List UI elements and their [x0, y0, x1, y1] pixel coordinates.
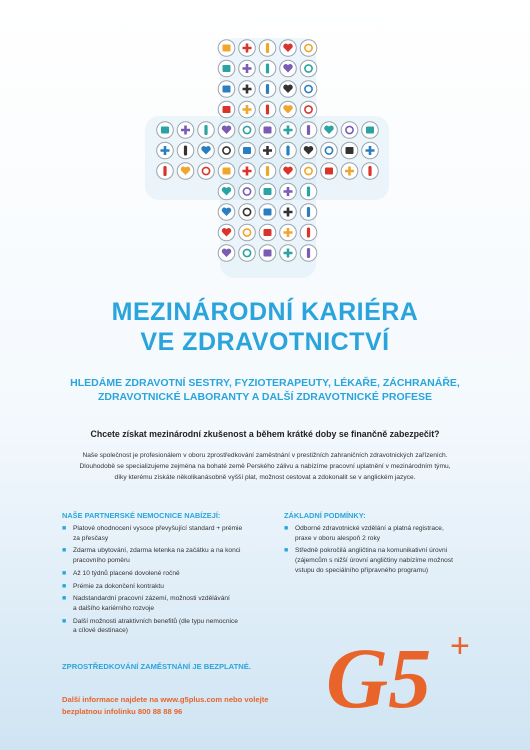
intro-paragraph: [50, 450, 480, 483]
syringe-icon: [321, 142, 338, 159]
subtitle-line1: HLEDÁME ZDRAVOTNÍ SESTRY, FYZIOTERAPEUTY, LÉKAŘE, ZÁCHRANÁŘE,: [70, 377, 460, 389]
subtitle-line2: ZDRAVOTNICKÉ LABORANTY A DALŠÍ ZDRAVOTNICKÉ PROFESE: [97, 391, 433, 403]
ambulance-icon: [218, 142, 235, 159]
list-item: ■ Další možnosti atraktivních benefitů (dle typu nemocnice a cílové destinace): [62, 617, 238, 635]
thermometer-icon: [259, 101, 276, 118]
blood-drop-icon: [198, 163, 215, 180]
first-aid-kit-icon: [300, 40, 317, 57]
pill-bottle-icon: [300, 163, 317, 180]
syringe-icon: [218, 183, 235, 200]
heart-rate-icon: [321, 163, 338, 180]
icon-grid: [0, 0, 530, 290]
wheelchair-icon: [218, 122, 235, 139]
thermometer-icon: [280, 40, 297, 57]
bullet-icon: ■: [62, 525, 67, 532]
stethoscope-icon: [218, 60, 235, 77]
pill-bottle-icon: [259, 60, 276, 77]
thermometer-icon: [157, 142, 174, 159]
list-item: ■ Prémie za dokončení kontraktu: [62, 582, 164, 590]
heart-rate-icon: [198, 122, 215, 139]
blood-drop-icon: [300, 245, 317, 262]
stethoscope-icon: [259, 163, 276, 180]
thermometer-icon: [239, 204, 256, 221]
clipboard-icon: [259, 81, 276, 98]
test-tube-icon: [259, 245, 276, 262]
stethoscope-icon: [280, 204, 297, 221]
microscope-icon: [239, 40, 256, 57]
bullet-icon: ■: [62, 547, 67, 555]
wheelchair-icon: [341, 163, 358, 180]
microscope-icon: [280, 245, 297, 262]
medical-bag-icon: [300, 122, 317, 139]
ambulance-icon: [280, 163, 297, 180]
syringe-icon: [300, 224, 317, 241]
list-item: ■ Odborné zdravotnické vzdělání a platná registrace, praxe v oboru alespoň 2 roky: [284, 525, 444, 542]
list-item: ■ Platové ohodnocení vysoce převyšující standard + prémie za přesčasy: [62, 525, 243, 542]
microscope-icon: [218, 101, 235, 118]
first-aid-kit-icon: [280, 101, 297, 118]
intro-line: Dlouhodobě se specializujeme zejména na bohaté země Perského zálivu a nabízíme pracovní uplatnění v mezinárodním týmu,: [79, 463, 451, 470]
test-tube-icon: [300, 81, 317, 98]
bullet-icon: ■: [62, 617, 67, 625]
list-item: ■ Až 10 týdnů placené dovolené ročně: [62, 569, 180, 577]
syringe-icon: [239, 81, 256, 98]
logo-wordmark: G5: [326, 630, 432, 725]
medical-bag-icon: [280, 81, 297, 98]
offers-list: [62, 524, 262, 639]
contact-line[interactable]: Další informace najdete na www.g5plus.com nebo volejte: [62, 695, 269, 704]
logo-plus: +: [450, 627, 470, 665]
page-title-line2: VE ZDRAVOTNICTVÍ: [140, 328, 390, 356]
first-aid-kit-icon: [239, 163, 256, 180]
bullet-icon: ■: [62, 595, 67, 603]
first-aid-kit-icon: [177, 142, 194, 159]
bandage-icon: [218, 81, 235, 98]
blood-drop-icon: [362, 122, 379, 139]
pill-bottle-icon: [218, 224, 235, 241]
stethoscope-icon: [198, 142, 215, 159]
bandage-icon: [239, 122, 256, 139]
list-item: ■ Zdarma ubytování, zdarma letenka na začátku a na konci pracovního poměru: [62, 547, 241, 564]
offers-heading: NAŠE PARTNERSKÉ NEMOCNICE NABÍZEJÍ:: [62, 511, 221, 520]
thermometer-icon: [218, 163, 235, 180]
microscope-icon: [341, 122, 358, 139]
blood-drop-icon: [218, 204, 235, 221]
question-text: Chcete získat mezinárodní zkušenost a během krátké doby se finančně zabezpečit?: [90, 429, 440, 439]
ambulance-icon: [300, 204, 317, 221]
list-item: ■ Středně pokročilá angličtina na komunikativní úrovni (zájemcům s nižší úrovní angličtiny nabízíme možnost vstupu do speciálního přípravného programu): [284, 547, 453, 574]
ambulance-icon: [239, 60, 256, 77]
contact-line[interactable]: bezplatnou infolinku 800 88 88 96: [62, 706, 183, 716]
stethoscope-icon: [300, 101, 317, 118]
heart-rate-icon: [259, 142, 276, 159]
heart-rate-icon: [280, 60, 297, 77]
intro-line: díky kterému získáte několikanásobně vyšší plat, možnost cestovat a zdokonalit se v anglickém jazyce.: [114, 474, 416, 481]
first-aid-kit-icon: [259, 204, 276, 221]
medical-cross-graphic: [0, 0, 530, 290]
test-tube-icon: [218, 40, 235, 57]
page-title-line1: MEZINÁRODNÍ KARIÉRA: [111, 298, 419, 326]
blood-drop-icon: [239, 101, 256, 118]
conditions-list: [284, 524, 484, 578]
test-tube-icon: [157, 163, 174, 180]
heart-rate-icon: [239, 224, 256, 241]
free-service-note: ZPROSTŘEDKOVÁNÍ ZAMĚSTNÁNÍ JE BEZPLATNÉ.: [62, 662, 251, 671]
wheelchair-icon: [280, 142, 297, 159]
bullet-icon: ■: [284, 547, 289, 555]
bullet-icon: ■: [62, 582, 67, 590]
bandage-icon: [362, 163, 379, 180]
blood-drop-icon: [259, 40, 276, 57]
wheelchair-icon: [300, 60, 317, 77]
intro-line: Naše společnost je profesionálem v oboru zprostředkování zaměstnání v prestižních zahraničních zdravotnických zařízeních.: [82, 452, 448, 459]
contact-info: [62, 694, 302, 717]
bandage-icon: [300, 142, 317, 159]
pill-bottle-icon: [239, 142, 256, 159]
list-item: ■ Nadstandardní pracovní zázemí, možnosti vzdělávání a dalšího kariérního rozvoje: [62, 595, 230, 612]
test-tube-icon: [321, 122, 338, 139]
medical-bag-icon: [362, 142, 379, 159]
clipboard-icon: [280, 122, 297, 139]
conditions-heading: ZÁKLADNÍ PODMÍNKY:: [284, 511, 366, 520]
test-tube-icon: [280, 183, 297, 200]
microscope-icon: [177, 163, 194, 180]
g5-plus-logo: [318, 615, 488, 725]
ambulance-icon: [157, 122, 174, 139]
wheelchair-icon: [259, 224, 276, 241]
syringe-icon: [259, 122, 276, 139]
bullet-icon: ■: [284, 525, 289, 532]
clipboard-icon: [218, 245, 235, 262]
medical-bag-icon: [259, 183, 276, 200]
bandage-icon: [280, 224, 297, 241]
bullet-icon: ■: [62, 569, 67, 577]
microscope-icon: [300, 183, 317, 200]
pill-bottle-icon: [177, 122, 194, 139]
clipboard-icon: [341, 142, 358, 159]
medical-bag-icon: [239, 245, 256, 262]
clipboard-icon: [239, 183, 256, 200]
